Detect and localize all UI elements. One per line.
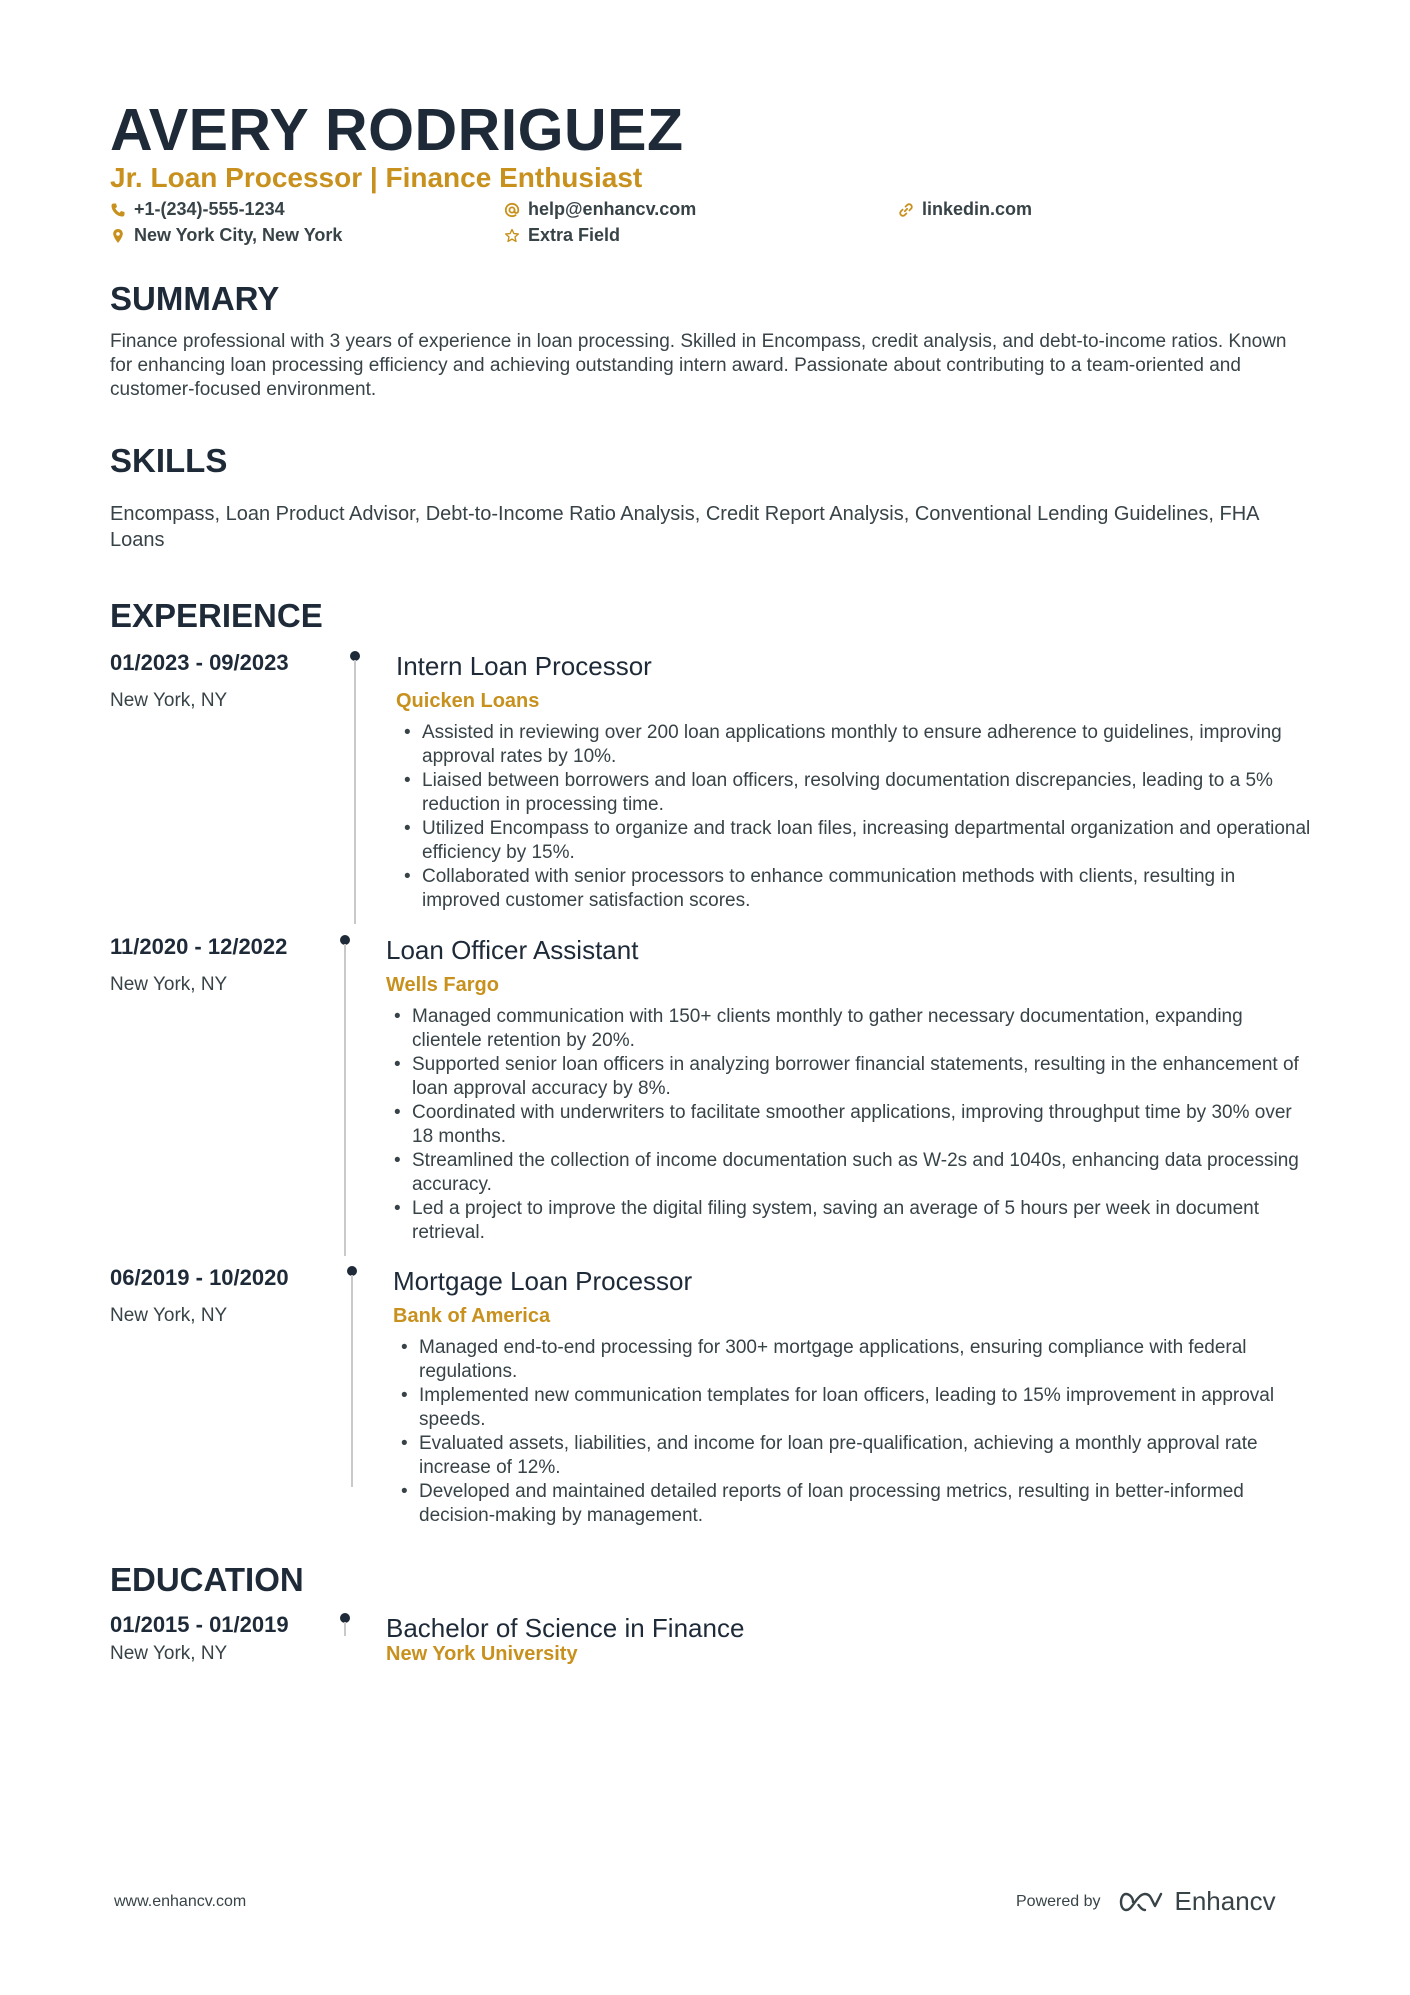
bullet-item: • Managed end-to-end processing for 300+ mortgage applications, ensuring compliance with federal regulations. <box>393 1336 1313 1384</box>
experience-role: Mortgage Loan Processor <box>393 1266 693 1296</box>
contact-location <box>110 225 342 246</box>
experience-location: New York, NY <box>110 1305 228 1326</box>
candidate-title: Jr. Loan Processor | Finance Enthusiast <box>110 162 643 193</box>
experience-location: New York, NY <box>110 690 228 711</box>
experience-date: 11/2020 - 12/2022 <box>110 934 288 959</box>
timeline-line <box>344 944 346 1256</box>
powered-by-text: Powered by <box>1016 1892 1101 1910</box>
experience-bullets <box>386 1005 1306 1245</box>
timeline-line <box>344 1622 346 1636</box>
bullet-item: • Managed communication with 150+ clients monthly to gather necessary documentation, expanding clientele retention by 20%. <box>386 1005 1306 1053</box>
contact-email[interactable] <box>504 199 696 220</box>
experience-heading: EXPERIENCE <box>110 597 323 634</box>
experience-role: Intern Loan Processor <box>396 651 652 681</box>
contact-extra-text: Extra Field <box>528 225 621 245</box>
skills-text: Encompass, Loan Product Advisor, Debt-to-Income Ratio Analysis, Credit Report Analysis, Conventional Lending Guidelines, FHA Loans <box>110 503 1259 551</box>
education-heading: EDUCATION <box>110 1561 304 1598</box>
education-school: New York University <box>386 1643 578 1665</box>
bullet-item: • Implemented new communication templates for loan officers, leading to 15% improvement in approval speeds. <box>393 1384 1313 1432</box>
link-icon <box>898 202 914 218</box>
experience-bullets <box>396 721 1316 913</box>
experience-date: 01/2023 - 09/2023 <box>110 650 289 675</box>
bullet-item: • Developed and maintained detailed reports of loan processing metrics, resulting in better-informed decision-making by management. <box>393 1480 1313 1528</box>
candidate-name: AVERY RODRIGUEZ <box>110 97 684 163</box>
experience-location: New York, NY <box>110 974 228 995</box>
skills-heading: SKILLS <box>110 442 228 479</box>
footer-branding <box>1016 1886 1276 1917</box>
at-icon <box>504 202 520 218</box>
bullet-item: • Coordinated with underwriters to facilitate smoother applications, improving throughput time by 30% over 18 months. <box>386 1101 1306 1149</box>
timeline-line <box>351 1275 353 1487</box>
enhancv-logo-icon <box>1119 1890 1165 1914</box>
contact-linkedin[interactable] <box>898 199 1032 220</box>
brand-name: Enhancv <box>1174 1886 1276 1916</box>
contact-phone-text: +1-(234)-555-1234 <box>134 199 285 219</box>
bullet-item: • Streamlined the collection of income documentation such as W-2s and 1040s, enhancing data processing accuracy. <box>386 1149 1306 1197</box>
experience-role: Loan Officer Assistant <box>386 935 639 965</box>
summary-text: Finance professional with 3 years of experience in loan processing. Skilled in Encompass, credit analysis, and debt-to-income ratios. Known for enhancing loan processing efficiency and achieving outstanding intern award. Passionate about contributing to a team-oriented and customer-focused environment. <box>110 331 1287 400</box>
contact-email-text: help@enhancv.com <box>528 199 697 219</box>
bullet-item: • Evaluated assets, liabilities, and income for loan pre-qualification, achieving a monthly approval rate increase of 12%. <box>393 1432 1313 1480</box>
education-date: 01/2015 - 01/2019 <box>110 1612 289 1637</box>
experience-company: Wells Fargo <box>386 974 499 996</box>
education-degree: Bachelor of Science in Finance <box>386 1613 745 1643</box>
contact-linkedin-text: linkedin.com <box>922 199 1033 219</box>
timeline-line <box>354 660 356 924</box>
star-icon <box>504 228 520 244</box>
experience-bullets <box>393 1336 1313 1528</box>
bullet-item: • Supported senior loan officers in analyzing borrower financial statements, resulting in the enhancement of loan approval accuracy by 8%. <box>386 1053 1306 1101</box>
contact-location-text: New York City, New York <box>134 225 343 245</box>
phone-icon <box>110 202 126 218</box>
education-location: New York, NY <box>110 1643 228 1664</box>
experience-company: Bank of America <box>393 1305 551 1327</box>
bullet-item: • Assisted in reviewing over 200 loan applications monthly to ensure adherence to guidelines, improving approval rates by 10%. <box>396 721 1316 769</box>
bullet-item: • Led a project to improve the digital filing system, saving an average of 5 hours per week in document retrieval. <box>386 1197 1306 1245</box>
experience-date: 06/2019 - 10/2020 <box>110 1265 289 1290</box>
contact-extra <box>504 225 620 246</box>
brand-logo <box>1119 1886 1276 1917</box>
bullet-item: • Liaised between borrowers and loan officers, resolving documentation discrepancies, leading to a 5% reduction in processing time. <box>396 769 1316 817</box>
location-pin-icon <box>110 228 126 244</box>
bullet-item: • Collaborated with senior processors to enhance communication methods with clients, resulting in improved customer satisfaction scores. <box>396 865 1316 913</box>
summary-heading: SUMMARY <box>110 280 280 317</box>
bullet-item: • Utilized Encompass to organize and track loan files, increasing departmental organization and operational efficiency by 15%. <box>396 817 1316 865</box>
contact-phone <box>110 199 285 220</box>
footer-website[interactable]: www.enhancv.com <box>114 1893 247 1910</box>
experience-company: Quicken Loans <box>396 690 540 712</box>
